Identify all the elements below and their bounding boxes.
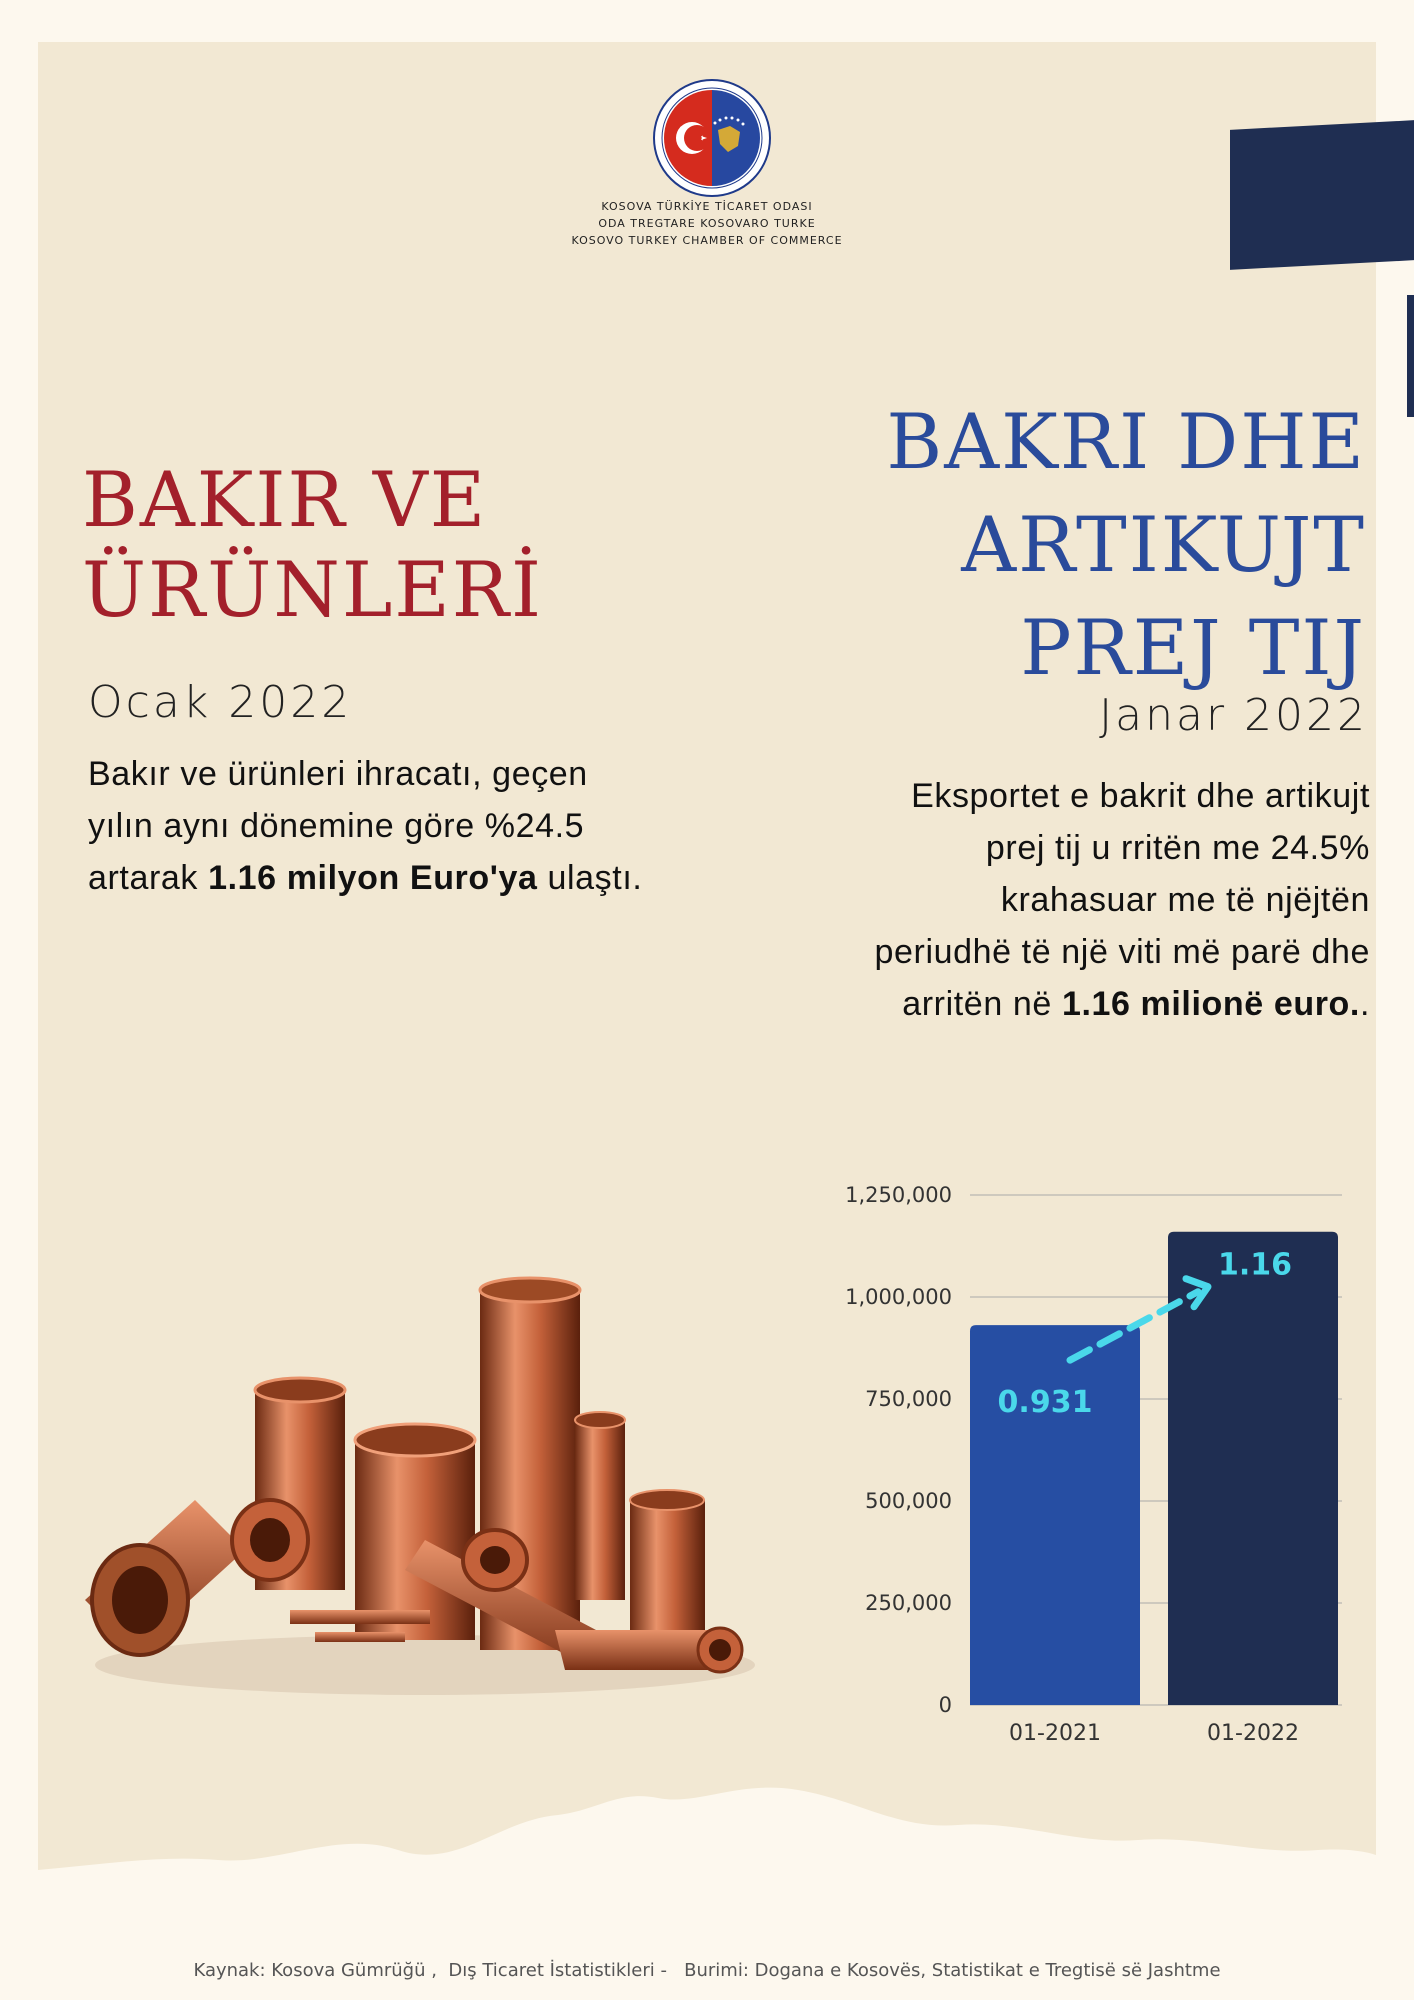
source-footnote: Kaynak: Kosova Gümrüğü , Dış Ticaret İstatistikleri - Burimi: Dogana e Kosovës, Statistikat e Tregtisë së Jashtme [193,1960,1221,1981]
bars [970,1232,1338,1705]
desc-tr-line-2: yılın aynı dönemine göre %24.5 [88,807,585,845]
chamber-logo [652,78,772,198]
bar-01-2021 [970,1325,1140,1705]
chamber-name-en: KOSOVO TURKEY CHAMBER OF COMMERCE [571,234,843,247]
desc-tr-line-1: Bakır ve ürünleri ihracatı, geçen [88,755,588,793]
desc-sq-line-2: prej tij u rritën me 24.5% [985,829,1370,867]
x-axis-labels [1009,1721,1299,1746]
title-sq-line-3: PREJ TIJ [1020,603,1366,692]
decorative-navy-block [1230,120,1414,270]
desc-sq-post: . [1359,985,1370,1023]
y-tick-label: 250,000 [865,1591,952,1615]
y-tick-label: 1,250,000 [845,1183,952,1207]
desc-tr-post: ulaştı. [537,859,643,897]
desc-tr-line-3 [88,852,768,904]
data-label-01-2021: 0.931 [997,1385,1093,1421]
decorative-navy-strip [1407,295,1414,417]
y-tick-label: 500,000 [865,1489,952,1513]
data-label-01-2022: 1.16 [1217,1247,1293,1283]
desc-sq-line-3: krahasuar me të njëjtën [1000,881,1370,919]
x-tick-label: 01-2021 [1009,1721,1101,1746]
desc-sq-line-1: Eksportet e bakrit dhe artikujt [911,777,1370,815]
desc-sq-line-4: periudhë të një viti më parë dhe [874,933,1370,971]
desc-tr-pre: artarak [88,859,209,897]
date-albanian: Janar 2022 [1099,690,1368,741]
title-tr-line-2: ÜRÜNLERİ [82,545,544,634]
copper-tubes-image [75,1270,775,1700]
description-albanian [770,770,1370,1030]
description-turkish [88,748,768,904]
y-tick-label: 750,000 [865,1387,952,1411]
torn-paper-edge [38,1760,1376,1900]
title-tr-line-1: BAKIR VE [82,455,488,544]
x-tick-label: 01-2022 [1207,1721,1299,1746]
y-axis-ticks [845,1183,952,1717]
desc-sq-pre: arritën në [902,985,1062,1023]
date-turkish: Ocak 2022 [88,677,353,728]
desc-tr-amount: 1.16 milyon Euro'ya [208,859,538,897]
title-sq-line-1: BAKRI DHE [886,397,1366,486]
y-tick-label: 1,000,000 [845,1285,952,1309]
desc-sq-line-5 [770,978,1370,1030]
title-turkish [82,455,543,635]
chamber-name-tr: KOSOVA TÜRKİYE TİCARET ODASI [601,200,813,213]
chamber-name-sq: ODA TREGTARE KOSOVARO TURKE [598,217,816,230]
export-bar-chart [800,1160,1360,1760]
title-albanian [666,390,1366,699]
y-tick-label: 0 [938,1693,952,1717]
desc-sq-amount: 1.16 milionë euro. [1061,985,1360,1023]
title-sq-line-2: ARTIKUJT [961,500,1366,589]
